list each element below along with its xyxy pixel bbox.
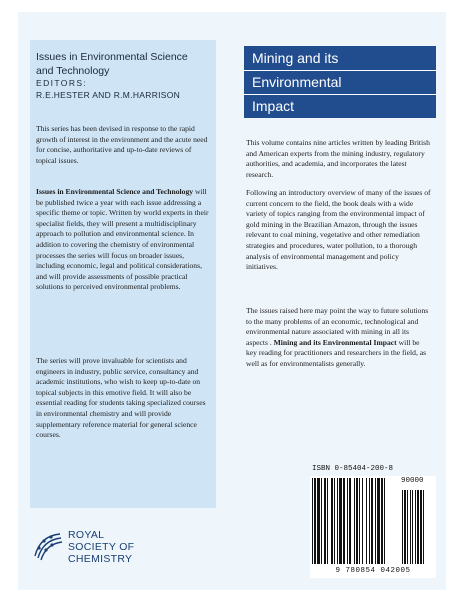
series-title-line2: and Technology xyxy=(36,64,110,77)
series-publication-text: will be published twice a year with each issue addressing a specific theme or topic. Written by world experts in their specialist fields, they will present a multidisciplinary approach to pollution and environmental science. In addition to covering the chemistry of environmental processes the series will focus on broader issues, including economic, legal and political considerations, and will provide assessments of possible practical solutions to perceived environmental problems. xyxy=(36,187,209,292)
series-name-bold: Issues in Environmental Science and Technology xyxy=(36,187,194,196)
book-summary: This volume contains nine articles written by leading British and American experts from the mining industry, regulatory authorities, and academia, and incorporates the latest research. xyxy=(246,138,430,179)
publisher-line2: SOCIETY OF xyxy=(68,541,135,553)
publisher-name xyxy=(68,529,134,565)
book-title-line2: Environmental xyxy=(252,74,342,90)
series-publication-info xyxy=(36,187,212,293)
barcode-icon xyxy=(312,478,434,566)
book-topics: Following an introductory overview of many of the issues of current concern to the field, the book deals with a wide variety of topics ranging from the environmental impact of gold mining in the Brazilian Amazon, through the issues relevant to coal mining, vegetative and other remediation strategies and procedures, water pollution, to a thorough analysis of environmental management and policy initiatives. xyxy=(246,188,431,272)
series-description: This series has been devised in response to the rapid growth of interest in the environment and the acute need for concise, authoritative and up-to-date reviews of topical issues. xyxy=(36,124,208,165)
publisher-line1: ROYAL xyxy=(68,529,105,541)
rsc-logo-icon xyxy=(30,528,66,564)
editors-names: R.E.HESTER AND R.M.HARRISON xyxy=(36,90,181,100)
book-conclusion-start: The issues raised here may point the way to future solutions to the many problems of an economic, technological and environmental nature associated with mining in all its aspects . xyxy=(246,306,429,347)
isbn-label: ISBN 0-85404-200-8 xyxy=(312,465,394,473)
title-divider xyxy=(244,94,436,95)
series-title-line1: Issues in Environmental Science xyxy=(36,51,188,63)
editors-label: EDITORS: xyxy=(36,78,88,88)
series-title xyxy=(36,51,212,78)
price-code: 90000 xyxy=(401,477,424,485)
book-conclusion-end: will be key reading for practitioners and researchers in the field, as well as for environmentalists generally. xyxy=(246,337,427,368)
book-title-line1: Mining and its xyxy=(252,50,339,66)
publisher-line3: CHEMISTRY xyxy=(68,553,133,565)
series-audience: The series will prove invaluable for scientists and engineers in industry, public service, consultancy and academic institutions, who wish to keep up-to-date on topical subjects in this emotive field. It will also be essential reading for students taking specialized courses in environmental chemistry and will provide supplementary reference material for general science courses. xyxy=(36,356,206,440)
book-conclusion xyxy=(246,306,432,370)
book-title-bold: Mining and its Environmental Impact xyxy=(273,337,397,347)
barcode-digits: 9 780854 042005 xyxy=(335,567,411,575)
book-title-line3: Impact xyxy=(252,98,295,114)
title-divider xyxy=(244,70,436,71)
